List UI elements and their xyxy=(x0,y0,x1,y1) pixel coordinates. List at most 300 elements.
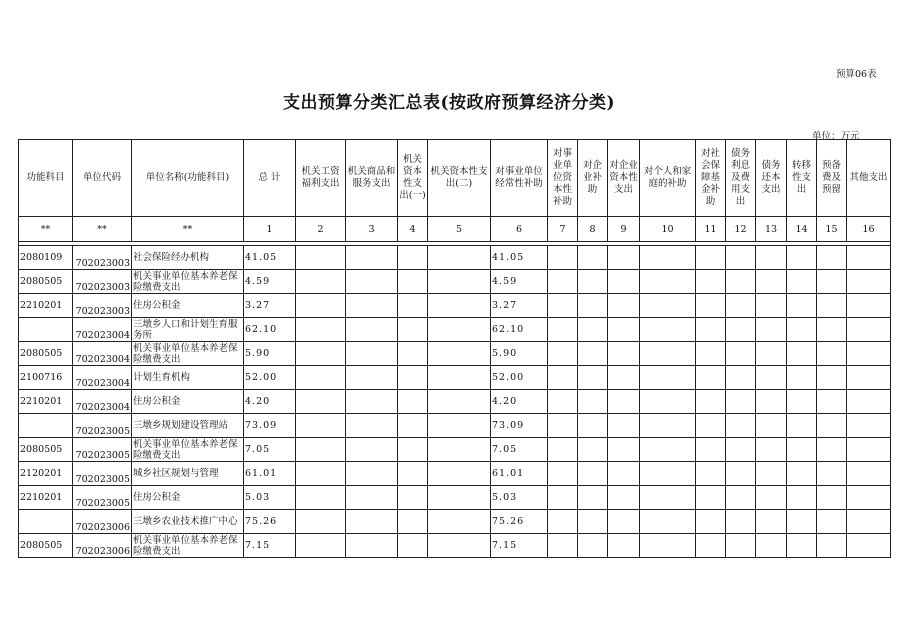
cell xyxy=(548,510,578,534)
cell xyxy=(756,462,787,486)
index-cell: 2 xyxy=(296,217,346,242)
cell xyxy=(296,438,346,462)
table-row xyxy=(19,270,891,294)
cell xyxy=(756,342,787,366)
header-cell: 对个人和家庭的补助 xyxy=(640,140,696,217)
header-cell: 预备费及预留 xyxy=(817,140,847,217)
cell xyxy=(787,366,817,390)
total-cell: 52.00 xyxy=(244,366,296,390)
func-code-cell: 2210201 xyxy=(19,390,73,414)
func-code-cell: 2100716 xyxy=(19,366,73,390)
cell xyxy=(696,342,726,366)
index-cell: 6 xyxy=(491,217,548,242)
table-row xyxy=(19,534,891,558)
cell xyxy=(578,294,608,318)
cell xyxy=(346,438,398,462)
header-cell: 机关商品和服务支出 xyxy=(346,140,398,217)
unit-code-cell: 702023004 xyxy=(73,318,132,342)
func-code-cell: 2080109 xyxy=(19,246,73,270)
cell xyxy=(756,318,787,342)
cell xyxy=(817,246,847,270)
cell xyxy=(847,342,891,366)
index-cell: 13 xyxy=(756,217,787,242)
header-cell: 对事业单位资本性补助 xyxy=(548,140,578,217)
cell xyxy=(346,270,398,294)
unit-name-cell: 三墩乡人口和计划生育服务所 xyxy=(132,318,244,342)
cell xyxy=(548,270,578,294)
total-cell: 3.27 xyxy=(244,294,296,318)
cell xyxy=(548,438,578,462)
index-cell: 12 xyxy=(726,217,756,242)
cell xyxy=(756,390,787,414)
cell xyxy=(346,246,398,270)
cell xyxy=(787,246,817,270)
unit-code-cell: 702023006 xyxy=(73,534,132,558)
cell xyxy=(428,294,491,318)
cell xyxy=(726,318,756,342)
cell xyxy=(847,462,891,486)
cell xyxy=(428,390,491,414)
index-cell: ** xyxy=(19,217,73,242)
cell xyxy=(428,486,491,510)
cell xyxy=(578,462,608,486)
cell xyxy=(726,270,756,294)
page-title: 支出预算分类汇总表(按政府预算经济分类) xyxy=(282,93,616,113)
cell xyxy=(346,390,398,414)
cell xyxy=(817,318,847,342)
cell xyxy=(696,246,726,270)
cell xyxy=(787,462,817,486)
index-cell: ** xyxy=(132,217,244,242)
cell xyxy=(817,366,847,390)
cell xyxy=(847,318,891,342)
cell xyxy=(640,462,696,486)
cell xyxy=(756,438,787,462)
cell xyxy=(817,294,847,318)
unit-name-cell: 住房公积金 xyxy=(132,486,244,510)
total-cell: 5.03 xyxy=(244,486,296,510)
cell xyxy=(640,414,696,438)
cell xyxy=(756,486,787,510)
cell xyxy=(787,486,817,510)
cell xyxy=(640,366,696,390)
cell xyxy=(428,510,491,534)
cell xyxy=(817,534,847,558)
cell xyxy=(640,390,696,414)
cell xyxy=(578,486,608,510)
cell xyxy=(398,486,428,510)
cell xyxy=(608,342,640,366)
cell xyxy=(696,486,726,510)
cell xyxy=(296,270,346,294)
unit-name-cell: 三墩乡规划建设管理站 xyxy=(132,414,244,438)
header-cell: 债务还本支出 xyxy=(756,140,787,217)
header-cell: 单位代码 xyxy=(73,140,132,217)
cell xyxy=(428,246,491,270)
cell xyxy=(756,414,787,438)
cell xyxy=(346,342,398,366)
cell xyxy=(696,462,726,486)
unit-name-cell: 住房公积金 xyxy=(132,390,244,414)
cell xyxy=(847,390,891,414)
table-row xyxy=(19,414,891,438)
institution-subsidy-cell: 5.90 xyxy=(491,342,548,366)
cell xyxy=(296,318,346,342)
cell xyxy=(296,366,346,390)
cell xyxy=(428,534,491,558)
cell xyxy=(608,414,640,438)
header-cell: 机关资本性支出(一) xyxy=(398,140,428,217)
unit-name-cell: 机关事业单位基本养老保险缴费支出 xyxy=(132,342,244,366)
total-cell: 75.26 xyxy=(244,510,296,534)
cell xyxy=(578,246,608,270)
cell xyxy=(847,534,891,558)
cell xyxy=(548,366,578,390)
cell xyxy=(398,534,428,558)
unit-name-cell: 城乡社区规划与管理 xyxy=(132,462,244,486)
cell xyxy=(428,462,491,486)
cell xyxy=(817,486,847,510)
cell xyxy=(578,414,608,438)
index-cell: 10 xyxy=(640,217,696,242)
unit-code-cell: 702023003 xyxy=(73,270,132,294)
budget-table xyxy=(18,139,891,558)
cell xyxy=(696,390,726,414)
institution-subsidy-cell: 4.20 xyxy=(491,390,548,414)
header-cell: 对事业单位经常性补助 xyxy=(491,140,548,217)
cell xyxy=(726,366,756,390)
form-code: 预算06表 xyxy=(836,69,877,80)
table-row xyxy=(19,246,891,270)
cell xyxy=(398,462,428,486)
institution-subsidy-cell: 61.01 xyxy=(491,462,548,486)
cell xyxy=(847,438,891,462)
header-cell: 单位名称(功能科目) xyxy=(132,140,244,217)
index-cell: 8 xyxy=(578,217,608,242)
cell xyxy=(640,438,696,462)
cell xyxy=(608,318,640,342)
institution-subsidy-cell: 73.09 xyxy=(491,414,548,438)
index-cell: 16 xyxy=(847,217,891,242)
unit-code-cell: 702023003 xyxy=(73,294,132,318)
cell xyxy=(296,246,346,270)
institution-subsidy-cell: 5.03 xyxy=(491,486,548,510)
cell xyxy=(787,510,817,534)
cell xyxy=(696,438,726,462)
func-code-cell: 2080505 xyxy=(19,342,73,366)
index-cell: 5 xyxy=(428,217,491,242)
table-row xyxy=(19,438,891,462)
cell xyxy=(578,438,608,462)
table-row xyxy=(19,342,891,366)
cell xyxy=(726,534,756,558)
cell xyxy=(398,294,428,318)
total-cell: 5.90 xyxy=(244,342,296,366)
cell xyxy=(548,342,578,366)
header-cell: 债务利息及费用支出 xyxy=(726,140,756,217)
unit-name-cell: 住房公积金 xyxy=(132,294,244,318)
cell xyxy=(578,534,608,558)
unit-name-cell: 三墩乡农业技术推广中心 xyxy=(132,510,244,534)
cell xyxy=(548,294,578,318)
cell xyxy=(817,462,847,486)
total-cell: 7.15 xyxy=(244,534,296,558)
table-row xyxy=(19,486,891,510)
header-cell: 机关工资福利支出 xyxy=(296,140,346,217)
table-row xyxy=(19,390,891,414)
unit-name-cell: 社会保险经办机构 xyxy=(132,246,244,270)
cell xyxy=(578,390,608,414)
cell xyxy=(398,390,428,414)
unit-name-cell: 计划生育机构 xyxy=(132,366,244,390)
func-code-cell xyxy=(19,318,73,342)
cell xyxy=(726,486,756,510)
func-code-cell: 2080505 xyxy=(19,270,73,294)
cell xyxy=(398,342,428,366)
total-cell: 61.01 xyxy=(244,462,296,486)
cell xyxy=(847,294,891,318)
header-row xyxy=(19,140,891,217)
index-cell: 3 xyxy=(346,217,398,242)
cell xyxy=(787,294,817,318)
institution-subsidy-cell: 75.26 xyxy=(491,510,548,534)
cell xyxy=(726,510,756,534)
cell xyxy=(696,414,726,438)
cell xyxy=(608,534,640,558)
cell xyxy=(817,414,847,438)
unit-code-cell: 702023005 xyxy=(73,462,132,486)
cell xyxy=(696,534,726,558)
cell xyxy=(548,414,578,438)
index-cell: ** xyxy=(73,217,132,242)
unit-code-cell: 702023004 xyxy=(73,366,132,390)
header-cell: 转移性支出 xyxy=(787,140,817,217)
header-cell: 功能科目 xyxy=(19,140,73,217)
cell xyxy=(817,438,847,462)
cell xyxy=(608,510,640,534)
cell xyxy=(608,366,640,390)
cell xyxy=(847,246,891,270)
institution-subsidy-cell: 62.10 xyxy=(491,318,548,342)
cell xyxy=(296,294,346,318)
cell xyxy=(398,510,428,534)
header-cell: 对企业资本性支出 xyxy=(608,140,640,217)
cell xyxy=(696,366,726,390)
cell xyxy=(787,390,817,414)
cell xyxy=(756,510,787,534)
cell xyxy=(817,342,847,366)
institution-subsidy-cell: 7.15 xyxy=(491,534,548,558)
total-cell: 4.20 xyxy=(244,390,296,414)
cell xyxy=(428,318,491,342)
cell xyxy=(346,366,398,390)
cell xyxy=(428,366,491,390)
total-cell: 62.10 xyxy=(244,318,296,342)
cell xyxy=(548,390,578,414)
institution-subsidy-cell: 7.05 xyxy=(491,438,548,462)
unit-code-cell: 702023003 xyxy=(73,246,132,270)
header-cell: 对社会保障基金补助 xyxy=(696,140,726,217)
cell xyxy=(398,438,428,462)
func-code-cell: 2080505 xyxy=(19,438,73,462)
cell xyxy=(578,510,608,534)
func-code-cell xyxy=(19,510,73,534)
cell xyxy=(640,534,696,558)
total-cell: 41.05 xyxy=(244,246,296,270)
cell xyxy=(428,270,491,294)
cell xyxy=(787,534,817,558)
header-cell: 总 计 xyxy=(244,140,296,217)
cell xyxy=(398,366,428,390)
cell xyxy=(346,294,398,318)
cell xyxy=(548,246,578,270)
index-row xyxy=(19,217,891,242)
unit-name-cell: 机关事业单位基本养老保险缴费支出 xyxy=(132,270,244,294)
institution-subsidy-cell: 41.05 xyxy=(491,246,548,270)
index-cell: 11 xyxy=(696,217,726,242)
cell xyxy=(608,294,640,318)
cell xyxy=(296,342,346,366)
cell xyxy=(756,270,787,294)
cell xyxy=(640,510,696,534)
cell xyxy=(296,390,346,414)
cell xyxy=(608,390,640,414)
cell xyxy=(726,342,756,366)
cell xyxy=(847,270,891,294)
cell xyxy=(640,486,696,510)
cell xyxy=(726,390,756,414)
unit-code-cell: 702023005 xyxy=(73,486,132,510)
cell xyxy=(640,342,696,366)
table-row xyxy=(19,462,891,486)
unit-code-cell: 702023005 xyxy=(73,414,132,438)
cell xyxy=(640,246,696,270)
cell xyxy=(398,414,428,438)
cell xyxy=(548,318,578,342)
institution-subsidy-cell: 3.27 xyxy=(491,294,548,318)
institution-subsidy-cell: 4.59 xyxy=(491,270,548,294)
institution-subsidy-cell: 52.00 xyxy=(491,366,548,390)
unit-label: 单位：万元 xyxy=(812,131,860,142)
cell xyxy=(787,318,817,342)
index-cell: 7 xyxy=(548,217,578,242)
cell xyxy=(756,294,787,318)
header-cell: 对企业补助 xyxy=(578,140,608,217)
cell xyxy=(696,294,726,318)
cell xyxy=(296,534,346,558)
cell xyxy=(756,534,787,558)
cell xyxy=(428,342,491,366)
cell xyxy=(398,246,428,270)
total-cell: 7.05 xyxy=(244,438,296,462)
cell xyxy=(346,462,398,486)
index-cell: 4 xyxy=(398,217,428,242)
cell xyxy=(578,270,608,294)
cell xyxy=(608,462,640,486)
total-cell: 4.59 xyxy=(244,270,296,294)
cell xyxy=(817,390,847,414)
cell xyxy=(756,366,787,390)
cell xyxy=(296,486,346,510)
cell xyxy=(346,486,398,510)
func-code-cell: 2080505 xyxy=(19,534,73,558)
table-row xyxy=(19,510,891,534)
index-cell: 1 xyxy=(244,217,296,242)
func-code-cell xyxy=(19,414,73,438)
unit-code-cell: 702023004 xyxy=(73,342,132,366)
total-cell: 73.09 xyxy=(244,414,296,438)
cell xyxy=(640,318,696,342)
table-row xyxy=(19,318,891,342)
cell xyxy=(640,294,696,318)
unit-code-cell: 702023005 xyxy=(73,438,132,462)
cell xyxy=(787,438,817,462)
cell xyxy=(608,438,640,462)
cell xyxy=(548,534,578,558)
cell xyxy=(578,342,608,366)
cell xyxy=(787,270,817,294)
cell xyxy=(726,462,756,486)
cell xyxy=(696,510,726,534)
header-cell: 机关资本性支出(二) xyxy=(428,140,491,217)
index-cell: 15 xyxy=(817,217,847,242)
cell xyxy=(726,438,756,462)
header-cell: 其他支出 xyxy=(847,140,891,217)
cell xyxy=(296,414,346,438)
cell xyxy=(428,414,491,438)
cell xyxy=(346,534,398,558)
cell xyxy=(847,486,891,510)
unit-name-cell: 机关事业单位基本养老保险缴费支出 xyxy=(132,534,244,558)
cell xyxy=(817,510,847,534)
cell xyxy=(726,246,756,270)
func-code-cell: 2210201 xyxy=(19,294,73,318)
cell xyxy=(578,318,608,342)
cell xyxy=(847,510,891,534)
cell xyxy=(578,366,608,390)
cell xyxy=(398,318,428,342)
cell xyxy=(296,510,346,534)
index-cell: 9 xyxy=(608,217,640,242)
cell xyxy=(847,366,891,390)
unit-name-cell: 机关事业单位基本养老保险缴费支出 xyxy=(132,438,244,462)
cell xyxy=(346,510,398,534)
func-code-cell: 2120201 xyxy=(19,462,73,486)
cell xyxy=(608,486,640,510)
unit-code-cell: 702023004 xyxy=(73,390,132,414)
cell xyxy=(548,486,578,510)
func-code-cell: 2210201 xyxy=(19,486,73,510)
cell xyxy=(847,414,891,438)
cell xyxy=(608,246,640,270)
cell xyxy=(548,462,578,486)
cell xyxy=(346,414,398,438)
cell xyxy=(787,342,817,366)
cell xyxy=(787,414,817,438)
unit-code-cell: 702023006 xyxy=(73,510,132,534)
cell xyxy=(756,246,787,270)
cell xyxy=(346,318,398,342)
table-row xyxy=(19,294,891,318)
cell xyxy=(726,414,756,438)
index-cell: 14 xyxy=(787,217,817,242)
cell xyxy=(398,270,428,294)
cell xyxy=(296,462,346,486)
cell xyxy=(428,438,491,462)
cell xyxy=(696,318,726,342)
cell xyxy=(726,294,756,318)
cell xyxy=(696,270,726,294)
